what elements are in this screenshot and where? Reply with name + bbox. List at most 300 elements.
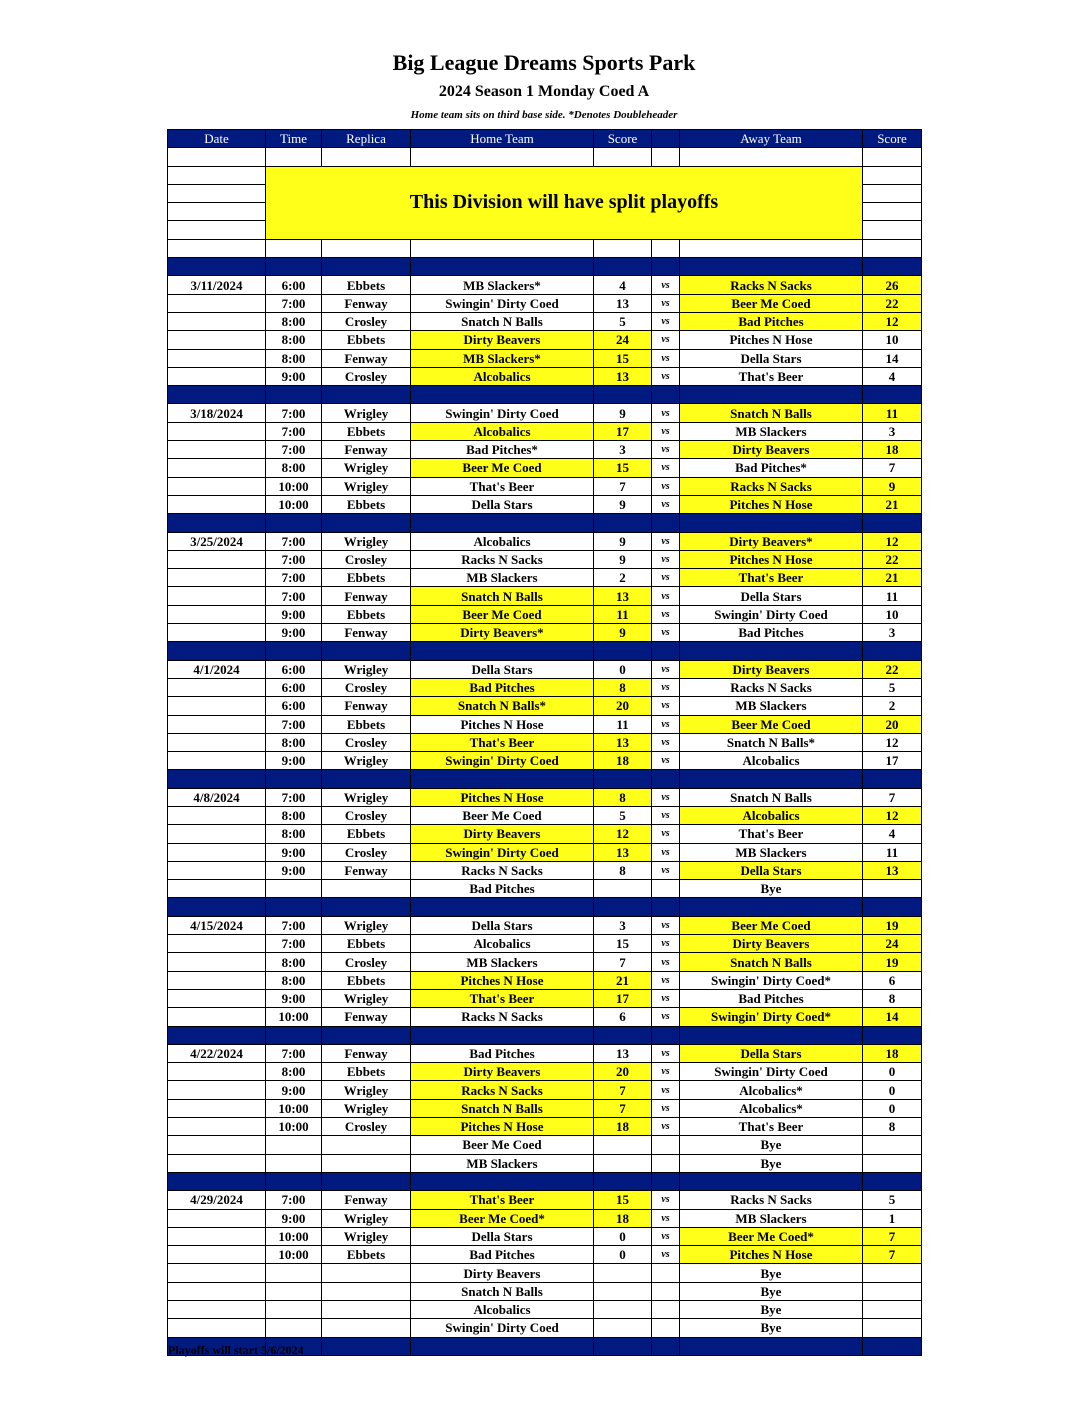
away-team: Racks N Sacks <box>680 678 863 696</box>
game-date: 4/22/2024 <box>168 1044 266 1062</box>
game-row <box>168 1227 922 1245</box>
game-row <box>168 605 922 623</box>
away-score: 4 <box>863 825 922 843</box>
home-team: Swingin' Dirty Coed <box>411 294 594 312</box>
game-time: 9:00 <box>266 1081 322 1099</box>
away-team: That's Beer <box>680 367 863 385</box>
game-row <box>168 422 922 440</box>
game-time: 9:00 <box>266 367 322 385</box>
bye-label: Bye <box>680 1319 863 1337</box>
game-date: 4/15/2024 <box>168 916 266 934</box>
vs-label: vs <box>652 1044 680 1062</box>
game-field: Wrigley <box>322 1099 411 1117</box>
game-row <box>168 550 922 568</box>
away-score: 7 <box>863 1246 922 1264</box>
home-team: Alcobalics <box>411 935 594 953</box>
bye-team: Swingin' Dirty Coed <box>411 1319 594 1337</box>
game-row <box>168 276 922 294</box>
game-date <box>168 495 266 513</box>
game-time: 9:00 <box>266 843 322 861</box>
home-score: 0 <box>594 660 652 678</box>
away-score: 12 <box>863 806 922 824</box>
playoffs-footer: Playoffs will start 5/6/2024 <box>168 1343 304 1357</box>
split-playoffs-banner: This Division will have split playoffs <box>266 166 863 239</box>
vs-label: vs <box>652 678 680 696</box>
game-row <box>168 569 922 587</box>
bye-row <box>168 1136 922 1154</box>
game-time: 10:00 <box>266 1008 322 1026</box>
home-team: Alcobalics <box>411 422 594 440</box>
game-row <box>168 861 922 879</box>
away-team: Racks N Sacks <box>680 477 863 495</box>
game-field: Ebbets <box>322 422 411 440</box>
game-time: 7:00 <box>266 788 322 806</box>
game-date <box>168 752 266 770</box>
away-score: 7 <box>863 1227 922 1245</box>
game-row <box>168 1191 922 1209</box>
game-field: Ebbets <box>322 1246 411 1264</box>
vs-label: vs <box>652 861 680 879</box>
vs-label: vs <box>652 624 680 642</box>
away-team: Beer Me Coed* <box>680 1227 863 1245</box>
home-score: 20 <box>594 697 652 715</box>
home-team: Racks N Sacks <box>411 861 594 879</box>
game-row <box>168 953 922 971</box>
vs-label: vs <box>652 825 680 843</box>
home-score: 15 <box>594 1191 652 1209</box>
bye-team: Dirty Beavers <box>411 1264 594 1282</box>
bye-away-score <box>863 1319 922 1337</box>
game-time: 7:00 <box>266 1191 322 1209</box>
game-field: Crosley <box>322 806 411 824</box>
home-score: 9 <box>594 495 652 513</box>
home-team: Bad Pitches <box>411 1246 594 1264</box>
game-time: 10:00 <box>266 495 322 513</box>
home-team: Della Stars <box>411 916 594 934</box>
game-time: 6:00 <box>266 678 322 696</box>
vs-label: vs <box>652 1099 680 1117</box>
home-team: That's Beer <box>411 1191 594 1209</box>
bye-date <box>168 1319 266 1337</box>
game-date <box>168 550 266 568</box>
game-field: Crosley <box>322 367 411 385</box>
bye-label: Bye <box>680 1264 863 1282</box>
bye-team: Alcobalics <box>411 1301 594 1319</box>
game-date <box>168 825 266 843</box>
game-date <box>168 678 266 696</box>
home-score: 15 <box>594 935 652 953</box>
bye-date <box>168 1154 266 1172</box>
vs-label: vs <box>652 660 680 678</box>
bye-field <box>322 1282 411 1300</box>
bye-time <box>266 1319 322 1337</box>
game-field: Wrigley <box>322 660 411 678</box>
away-team: That's Beer <box>680 825 863 843</box>
bye-away-score <box>863 1154 922 1172</box>
game-row <box>168 312 922 330</box>
bye-score <box>594 1154 652 1172</box>
game-time: 8:00 <box>266 733 322 751</box>
away-team: Snatch N Balls <box>680 788 863 806</box>
bye-team: MB Slackers <box>411 1154 594 1172</box>
game-time: 8:00 <box>266 349 322 367</box>
game-row <box>168 477 922 495</box>
game-time: 8:00 <box>266 312 322 330</box>
vs-label: vs <box>652 294 680 312</box>
bye-vs <box>652 1154 680 1172</box>
game-date <box>168 715 266 733</box>
away-score: 3 <box>863 624 922 642</box>
game-time: 7:00 <box>266 550 322 568</box>
away-team: Dirty Beavers <box>680 441 863 459</box>
away-team: Alcobalics <box>680 806 863 824</box>
bye-team: Beer Me Coed <box>411 1136 594 1154</box>
game-field: Ebbets <box>322 569 411 587</box>
vs-label: vs <box>652 806 680 824</box>
away-team: Alcobalics* <box>680 1099 863 1117</box>
home-team: Bad Pitches <box>411 1044 594 1062</box>
home-team: Snatch N Balls <box>411 587 594 605</box>
bye-score <box>594 880 652 898</box>
home-team: Alcobalics <box>411 532 594 550</box>
bye-field <box>322 1264 411 1282</box>
away-team: That's Beer <box>680 1118 863 1136</box>
header-date: Date <box>168 130 266 148</box>
bye-time <box>266 1282 322 1300</box>
bye-label: Bye <box>680 1154 863 1172</box>
away-score: 4 <box>863 367 922 385</box>
home-team: Dirty Beavers* <box>411 624 594 642</box>
game-row <box>168 624 922 642</box>
home-score: 9 <box>594 624 652 642</box>
away-score: 9 <box>863 477 922 495</box>
banner-row <box>168 166 922 184</box>
game-date <box>168 349 266 367</box>
away-score: 0 <box>863 1099 922 1117</box>
home-score: 11 <box>594 715 652 733</box>
home-team: Racks N Sacks <box>411 550 594 568</box>
game-time: 10:00 <box>266 1227 322 1245</box>
game-field: Fenway <box>322 294 411 312</box>
away-score: 22 <box>863 550 922 568</box>
home-team: MB Slackers <box>411 569 594 587</box>
home-team: Bad Pitches* <box>411 441 594 459</box>
home-team: Racks N Sacks <box>411 1081 594 1099</box>
vs-label: vs <box>652 569 680 587</box>
bye-time <box>266 1154 322 1172</box>
game-row <box>168 989 922 1007</box>
game-row <box>168 349 922 367</box>
game-row <box>168 916 922 934</box>
bye-field <box>322 1319 411 1337</box>
away-score: 2 <box>863 697 922 715</box>
vs-label: vs <box>652 916 680 934</box>
game-date <box>168 1099 266 1117</box>
bye-score <box>594 1136 652 1154</box>
game-date: 3/11/2024 <box>168 276 266 294</box>
home-score: 20 <box>594 1063 652 1081</box>
away-score: 11 <box>863 587 922 605</box>
home-team: Swingin' Dirty Coed <box>411 752 594 770</box>
away-score: 19 <box>863 916 922 934</box>
game-field: Wrigley <box>322 477 411 495</box>
vs-label: vs <box>652 1063 680 1081</box>
away-team: Della Stars <box>680 587 863 605</box>
game-date <box>168 935 266 953</box>
vs-label: vs <box>652 459 680 477</box>
bye-vs <box>652 1282 680 1300</box>
home-score: 0 <box>594 1227 652 1245</box>
game-field: Fenway <box>322 587 411 605</box>
game-date: 3/18/2024 <box>168 404 266 422</box>
away-score: 26 <box>863 276 922 294</box>
vs-label: vs <box>652 441 680 459</box>
away-score: 5 <box>863 1191 922 1209</box>
bye-vs <box>652 1301 680 1319</box>
game-row <box>168 935 922 953</box>
vs-label: vs <box>652 1246 680 1264</box>
away-score: 10 <box>863 331 922 349</box>
vs-label: vs <box>652 1081 680 1099</box>
away-score: 24 <box>863 935 922 953</box>
away-score: 12 <box>863 312 922 330</box>
game-row <box>168 678 922 696</box>
game-date <box>168 843 266 861</box>
game-time: 7:00 <box>266 441 322 459</box>
away-team: Beer Me Coed <box>680 916 863 934</box>
away-team: Dirty Beavers* <box>680 532 863 550</box>
home-score: 13 <box>594 843 652 861</box>
away-team: Pitches N Hose <box>680 1246 863 1264</box>
bye-field <box>322 1301 411 1319</box>
away-score: 18 <box>863 441 922 459</box>
game-row <box>168 1209 922 1227</box>
game-field: Fenway <box>322 441 411 459</box>
away-team: Pitches N Hose <box>680 550 863 568</box>
away-score: 7 <box>863 459 922 477</box>
game-date <box>168 953 266 971</box>
game-time: 10:00 <box>266 477 322 495</box>
game-time: 8:00 <box>266 971 322 989</box>
vs-label: vs <box>652 1118 680 1136</box>
game-row <box>168 843 922 861</box>
game-field: Fenway <box>322 349 411 367</box>
bye-team: Bad Pitches <box>411 880 594 898</box>
bye-date <box>168 1136 266 1154</box>
game-field: Crosley <box>322 733 411 751</box>
bye-label: Bye <box>680 1282 863 1300</box>
home-score: 5 <box>594 312 652 330</box>
game-row <box>168 788 922 806</box>
game-field: Fenway <box>322 624 411 642</box>
home-score: 18 <box>594 1209 652 1227</box>
game-date: 4/1/2024 <box>168 660 266 678</box>
game-time: 9:00 <box>266 605 322 623</box>
away-score: 14 <box>863 349 922 367</box>
vs-label: vs <box>652 331 680 349</box>
week-divider <box>168 386 922 404</box>
away-team: MB Slackers <box>680 1209 863 1227</box>
away-team: Alcobalics <box>680 752 863 770</box>
game-row <box>168 367 922 385</box>
game-field: Ebbets <box>322 331 411 349</box>
week-divider <box>168 514 922 532</box>
away-team: Bad Pitches <box>680 989 863 1007</box>
away-score: 14 <box>863 1008 922 1026</box>
vs-label: vs <box>652 422 680 440</box>
game-row <box>168 1044 922 1062</box>
vs-label: vs <box>652 752 680 770</box>
vs-label: vs <box>652 495 680 513</box>
game-date <box>168 569 266 587</box>
home-score: 18 <box>594 1118 652 1136</box>
game-row <box>168 825 922 843</box>
game-field: Wrigley <box>322 459 411 477</box>
game-field: Wrigley <box>322 532 411 550</box>
game-time: 7:00 <box>266 916 322 934</box>
game-row <box>168 1246 922 1264</box>
bye-field <box>322 1136 411 1154</box>
away-team: Pitches N Hose <box>680 495 863 513</box>
home-team-note: Home team sits on third base side. *Denotes Doubleheader <box>410 109 678 121</box>
home-team: That's Beer <box>411 733 594 751</box>
game-field: Ebbets <box>322 825 411 843</box>
home-score: 7 <box>594 1099 652 1117</box>
game-date <box>168 367 266 385</box>
game-date: 4/8/2024 <box>168 788 266 806</box>
home-score: 6 <box>594 1008 652 1026</box>
home-team: Snatch N Balls* <box>411 697 594 715</box>
game-field: Ebbets <box>322 971 411 989</box>
home-score: 13 <box>594 294 652 312</box>
game-time: 9:00 <box>266 752 322 770</box>
game-field: Crosley <box>322 1118 411 1136</box>
game-time: 6:00 <box>266 276 322 294</box>
vs-label: vs <box>652 989 680 1007</box>
game-row <box>168 1099 922 1117</box>
bye-team: Snatch N Balls <box>411 1282 594 1300</box>
header-time: Time <box>266 130 322 148</box>
away-team: Racks N Sacks <box>680 1191 863 1209</box>
away-team: Della Stars <box>680 349 863 367</box>
game-field: Ebbets <box>322 935 411 953</box>
game-time: 6:00 <box>266 697 322 715</box>
game-time: 10:00 <box>266 1246 322 1264</box>
game-field: Ebbets <box>322 605 411 623</box>
home-score: 7 <box>594 1081 652 1099</box>
away-team: Racks N Sacks <box>680 276 863 294</box>
game-row <box>168 1008 922 1026</box>
bye-field <box>322 880 411 898</box>
game-date <box>168 1246 266 1264</box>
game-field: Wrigley <box>322 989 411 1007</box>
home-score: 11 <box>594 605 652 623</box>
week-divider <box>168 898 922 916</box>
away-team: Dirty Beavers <box>680 935 863 953</box>
away-team: Swingin' Dirty Coed* <box>680 971 863 989</box>
header-vs <box>652 130 680 148</box>
away-team: Della Stars <box>680 861 863 879</box>
home-team: Pitches N Hose <box>411 788 594 806</box>
away-score: 1 <box>863 1209 922 1227</box>
bye-away-score <box>863 880 922 898</box>
game-date <box>168 806 266 824</box>
away-team: MB Slackers <box>680 697 863 715</box>
bye-date <box>168 1264 266 1282</box>
game-field: Ebbets <box>322 276 411 294</box>
game-row <box>168 752 922 770</box>
away-team: Della Stars <box>680 1044 863 1062</box>
home-score: 15 <box>594 349 652 367</box>
away-team: Pitches N Hose <box>680 331 863 349</box>
home-score: 13 <box>594 587 652 605</box>
game-date <box>168 971 266 989</box>
game-date <box>168 624 266 642</box>
game-time: 9:00 <box>266 989 322 1007</box>
game-date <box>168 422 266 440</box>
bye-date <box>168 1301 266 1319</box>
game-field: Crosley <box>322 678 411 696</box>
week-divider <box>168 642 922 660</box>
home-team: Pitches N Hose <box>411 1118 594 1136</box>
header-away-team: Away Team <box>680 130 863 148</box>
bye-row <box>168 1264 922 1282</box>
home-score: 5 <box>594 806 652 824</box>
bye-score <box>594 1319 652 1337</box>
game-date <box>168 733 266 751</box>
vs-label: vs <box>652 404 680 422</box>
game-row <box>168 331 922 349</box>
game-date <box>168 989 266 1007</box>
vs-label: vs <box>652 1191 680 1209</box>
home-team: Pitches N Hose <box>411 971 594 989</box>
game-time: 8:00 <box>266 825 322 843</box>
game-row <box>168 404 922 422</box>
vs-label: vs <box>652 367 680 385</box>
home-score: 9 <box>594 404 652 422</box>
game-date <box>168 441 266 459</box>
game-field: Crosley <box>322 843 411 861</box>
home-score: 0 <box>594 1246 652 1264</box>
game-row <box>168 660 922 678</box>
away-team: Beer Me Coed <box>680 715 863 733</box>
away-team: Snatch N Balls* <box>680 733 863 751</box>
away-team: Swingin' Dirty Coed <box>680 1063 863 1081</box>
bye-label: Bye <box>680 1136 863 1154</box>
game-date <box>168 331 266 349</box>
home-score: 15 <box>594 459 652 477</box>
game-time: 7:00 <box>266 422 322 440</box>
home-team: Beer Me Coed <box>411 459 594 477</box>
home-team: That's Beer <box>411 477 594 495</box>
game-date: 4/29/2024 <box>168 1191 266 1209</box>
home-team: Snatch N Balls <box>411 1099 594 1117</box>
game-row <box>168 1063 922 1081</box>
schedule-table <box>167 129 922 1356</box>
game-field: Fenway <box>322 1008 411 1026</box>
game-date <box>168 1063 266 1081</box>
home-team: Snatch N Balls <box>411 312 594 330</box>
away-score: 10 <box>863 605 922 623</box>
bye-time <box>266 880 322 898</box>
home-team: Della Stars <box>411 495 594 513</box>
schedule-body <box>168 148 922 1356</box>
vs-label: vs <box>652 935 680 953</box>
bye-score <box>594 1282 652 1300</box>
away-score: 20 <box>863 715 922 733</box>
game-date <box>168 861 266 879</box>
away-team: Snatch N Balls <box>680 404 863 422</box>
